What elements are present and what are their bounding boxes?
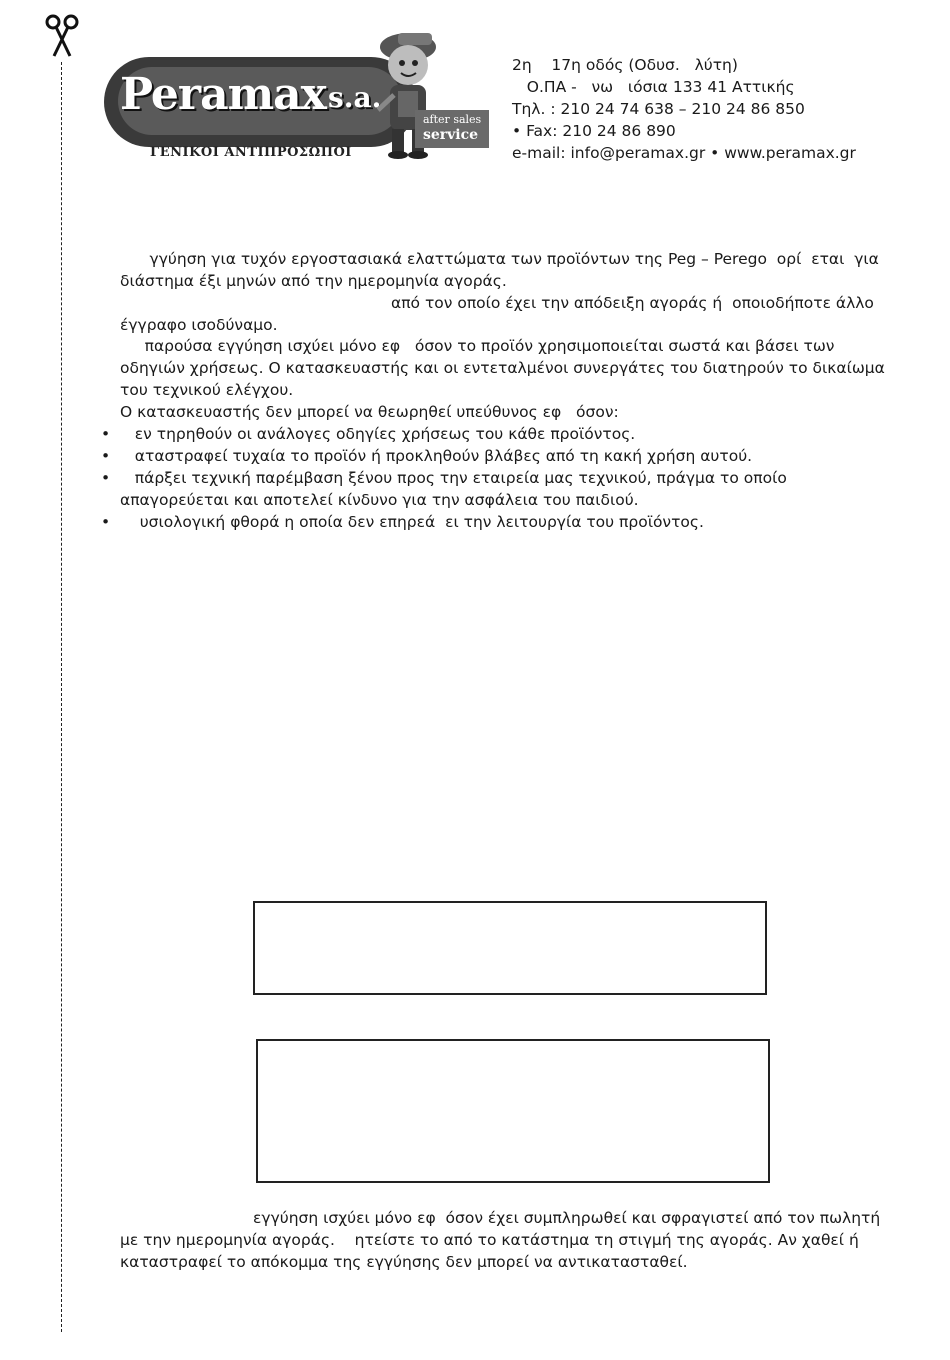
contact-info — [512, 54, 856, 164]
address-line: 2η 17η οδός (Οδυσ. λύτη) — [512, 56, 738, 74]
bullet-symbol: • — [101, 513, 111, 531]
bullet-item: εν τηρηθούν οι ανάλογες οδηγίες χρήσεως του κάθε προϊόντος. — [120, 425, 636, 443]
footer-note — [120, 1207, 920, 1273]
signature-box[interactable] — [256, 1039, 770, 1183]
bullet-symbol: • — [101, 425, 111, 443]
paragraph-conditions — [120, 335, 920, 401]
bullet-symbol: • — [101, 447, 111, 465]
text-line: με την ημερομηνία αγοράς. ητείστε το από το κατάστημα τη στιγμή της αγοράς. Αν χαθεί ή — [120, 1231, 859, 1249]
stamp-box[interactable] — [253, 901, 767, 995]
text-line: παρούσα εγγύηση ισχύει μόνο εφ όσον το προϊόν χρησιμοποιείται σωστά και βάσει των — [120, 337, 835, 355]
text-line: οδηγιών χρήσεως. Ο κατασκευαστής και οι εντεταλμένοι συνεργάτες του διατηρούν το δικαίωμα — [120, 359, 885, 377]
bullet-item: αταστραφεί τυχαία το προϊόν ή προκληθούν βλάβες από τη κακή χρήση αυτού. — [120, 447, 753, 465]
cut-line — [61, 62, 62, 1332]
badge-small-text: after sales — [423, 113, 482, 126]
text-line: διάστημα έξι μηνών από την ημερομηνία αγοράς. — [120, 272, 507, 290]
scissors-icon — [44, 12, 80, 60]
text-line: από τον οποίο έχει την απόδειξη αγοράς ή οποιοδήποτε άλλο — [120, 294, 874, 312]
address-line: Ο.ΠΑ - νω ιόσια 133 41 Αττικής — [512, 78, 795, 96]
company-logo — [100, 25, 500, 165]
bullet-item: υσιολογική φθορά η οποία δεν επηρεά ει την λειτουργία του προϊόντος. — [120, 513, 704, 531]
paragraph-proof — [120, 292, 920, 336]
logo-subtitle: ΓΕΝΙΚΟΙ ΑΝΤΙΠΡΟΣΩΠΟΙ — [150, 145, 352, 160]
bullet-symbol: • — [101, 469, 111, 487]
email-web-line: e-mail: info@peramax.gr • www.peramax.gr — [512, 144, 856, 162]
phone-line: Τηλ. : 210 24 74 638 – 210 24 86 850 — [512, 100, 805, 118]
text-line: καταστραφεί το απόκομμα της εγγύησης δεν μπορεί να αντικατασταθεί. — [120, 1253, 688, 1271]
logo-wordmark: Peramax — [120, 69, 326, 120]
badge-big-text: service — [423, 127, 479, 143]
text-line: του τεχνικού ελέγχου. — [120, 381, 294, 399]
fax-line: • Fax: 210 24 86 890 — [512, 122, 676, 140]
text-line: απαγορεύεται και αποτελεί κίνδυνο για την ασφάλεια του παιδιού. — [120, 491, 639, 509]
logo-suffix: s.a. — [328, 81, 382, 114]
text-line: εγγύηση ισχύει μόνο εφ όσον έχει συμπληρωθεί και σφραγιστεί από τον πωλητή — [120, 1209, 881, 1227]
paragraph-warranty-period — [120, 248, 920, 292]
text-line: πάρξει τεχνική παρέμβαση ξένου προς την εταιρεία μας τεχνικού, πράγμα το οποίο — [120, 469, 787, 487]
after-sales-badge — [415, 110, 489, 148]
paragraph-liability: Ο κατασκευαστής δεν μπορεί να θεωρηθεί υπεύθυνος εφ όσον: — [120, 403, 619, 421]
bullet-item — [120, 467, 920, 511]
text-line: έγγραφο ισοδύναμο. — [120, 316, 278, 334]
text-line: γγύηση για τυχόν εργοστασιακά ελαττώματα των προϊόντων της Peg – Perego ορί εται για — [120, 250, 879, 268]
